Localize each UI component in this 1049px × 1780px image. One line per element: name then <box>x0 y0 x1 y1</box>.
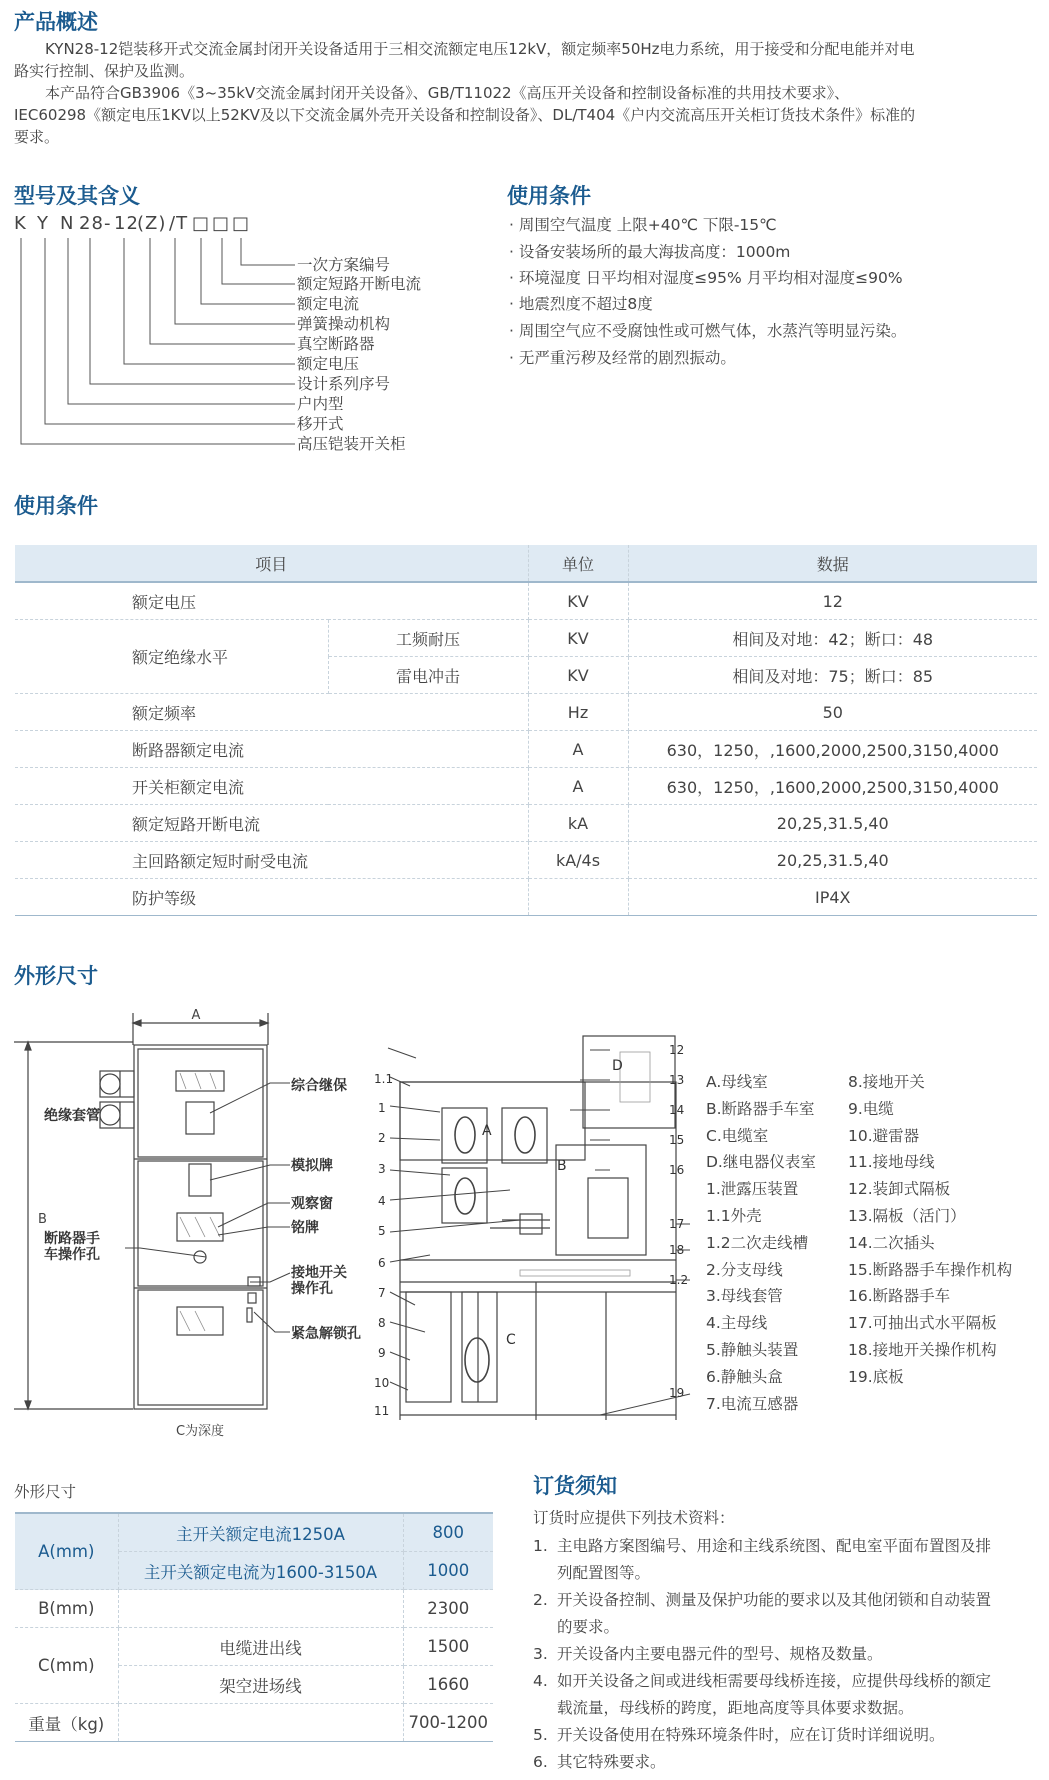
dims-cond <box>118 1704 403 1742</box>
label-mimic: 模拟牌 <box>291 1158 333 1174</box>
overview-p2-line2: IEC60298《额定电压1KV以上52KV及以下交流金属外壳开关设备和控制设备》、DL/T404《户内交流高压开关柜订货技术条件》标准的 <box>14 106 916 124</box>
order-item-line: 的要求。 <box>557 1618 620 1636</box>
model-char: /T <box>169 213 189 234</box>
model-label: 额定电压 <box>297 355 360 373</box>
legend-right <box>848 1069 1012 1391</box>
section-num: 13 <box>669 1073 685 1087</box>
label-breaker-hole-2: 车操作孔 <box>44 1247 100 1263</box>
order-item-number: 1. <box>533 1537 548 1555</box>
section-num: 12 <box>669 1043 685 1057</box>
legend-item: 19.底板 <box>848 1367 904 1386</box>
condition-item: · 设备安装场所的最大海拔高度：1000m <box>509 242 790 262</box>
overview-title: 产品概述 <box>14 10 98 34</box>
table-row <box>15 694 1037 731</box>
condition-item: · 地震烈度不超过8度 <box>509 294 653 314</box>
condition-item: · 无严重污秽及经常的剧烈振动。 <box>509 348 736 368</box>
label-breaker-hole-1: 断路器手 <box>44 1231 100 1247</box>
front-dim-a: A <box>191 1008 201 1023</box>
section-room: D <box>612 1058 623 1074</box>
legend-item: 11.接地母线 <box>848 1153 935 1172</box>
label-window: 观察窗 <box>291 1196 333 1212</box>
section-num: 3 <box>378 1162 386 1176</box>
table-row <box>15 731 1037 768</box>
model-label: 高压铠装开关柜 <box>297 435 406 453</box>
dims-cond: 架空进场线 <box>118 1666 403 1704</box>
legend-item: 15.断路器手车操作机构 <box>848 1260 1013 1279</box>
spec-unit: A <box>528 768 628 805</box>
legend-item: B.断路器手车室 <box>706 1099 815 1118</box>
order-item-line: 开关设备内主要电器元件的型号、规格及数量。 <box>557 1645 883 1663</box>
legend-item: C.电缆室 <box>706 1126 769 1145</box>
order-item-line: 如开关设备之间或进线柜需要母线桥连接，应提供母线桥的额定 <box>557 1672 992 1690</box>
table-row <box>15 768 1037 805</box>
label-earth-hole-2: 操作孔 <box>291 1281 333 1297</box>
legend-item: D.继电器仪表室 <box>706 1153 816 1172</box>
front-dim-b: B <box>38 1212 47 1227</box>
spec-value: IP4X <box>628 879 1037 916</box>
order-item-line: 列配置图等。 <box>557 1564 651 1582</box>
legend-item: 17.可抽出式水平隔板 <box>848 1314 997 1333</box>
condition-item: · 周围空气应不受腐蚀性或可燃气体，水蒸汽等明显污染。 <box>509 321 906 341</box>
legend-item: 1.2二次走线槽 <box>706 1233 809 1252</box>
model-label: 额定短路开断电流 <box>297 275 422 293</box>
spec-name: 额定绝缘水平 <box>15 620 328 694</box>
label-unlock: 紧急解锁孔 <box>291 1326 361 1342</box>
spec-subname: 雷电冲击 <box>328 657 528 694</box>
front-depth-note: C为深度 <box>175 1424 225 1439</box>
spec-name: 防护等级 <box>15 879 528 916</box>
model-char: N <box>60 213 75 234</box>
section-num: 1.2 <box>669 1273 689 1287</box>
front-view-drawing <box>0 1005 330 1445</box>
order-item-number: 4. <box>533 1672 548 1690</box>
spec-value: 20,25,31.5,40 <box>628 842 1037 879</box>
order-item-number: 6. <box>533 1753 548 1771</box>
model-label: 设计系列序号 <box>297 375 391 393</box>
legend-item: 1.1外壳 <box>706 1206 762 1225</box>
label-nameplate: 铭牌 <box>291 1220 319 1236</box>
section-num: 5 <box>378 1224 386 1238</box>
dims-value: 1500 <box>403 1628 493 1666</box>
order-item-number: 2. <box>533 1591 548 1609</box>
section-num: 1 <box>378 1101 386 1115</box>
order-intro: 订货时应提供下列技术资料： <box>533 1509 735 1527</box>
legend-item: 13.隔板（活门） <box>848 1206 966 1225</box>
spec-name: 主回路额定短时耐受电流 <box>15 842 528 879</box>
table-row <box>15 582 1037 620</box>
order-item <box>533 1749 1033 1776</box>
model-label: 额定电流 <box>297 295 360 313</box>
outline-title: 外形尺寸 <box>14 964 98 988</box>
model-label: 移开式 <box>297 415 344 433</box>
conditions-title: 使用条件 <box>507 184 591 208</box>
section-num: 19 <box>669 1386 685 1400</box>
table-row <box>15 1704 493 1742</box>
specs-title: 使用条件 <box>14 494 98 518</box>
spec-value: 相间及对地：42；断口：48 <box>628 620 1037 657</box>
section-num: 1.1 <box>374 1072 394 1086</box>
model-char: (Z) <box>137 213 167 234</box>
spec-unit: kA/4s <box>528 842 628 879</box>
spec-name: 断路器额定电流 <box>15 731 528 768</box>
model-char: 12 <box>114 213 139 234</box>
model-char: - <box>104 213 112 234</box>
legend-item: A.母线室 <box>706 1073 768 1091</box>
model-label: 一次方案编号 <box>297 256 391 274</box>
condition-item: · 环境湿度 日平均相对湿度≤95% 月平均相对湿度≤90% <box>509 268 903 288</box>
overview-text <box>14 38 1044 148</box>
overview-p1-line2: 路实行控制、保护及监测。 <box>14 62 195 80</box>
model-title: 型号及其含义 <box>14 184 140 208</box>
section-num: 15 <box>669 1133 685 1147</box>
model-label: 弹簧操动机构 <box>297 315 391 333</box>
spec-header-unit: 单位 <box>528 545 628 582</box>
dims-value: 2300 <box>403 1590 493 1628</box>
section-num: 4 <box>378 1194 386 1208</box>
section-num: 2 <box>378 1131 386 1145</box>
table-row <box>15 1628 493 1666</box>
spec-value: 相间及对地：75；断口：85 <box>628 657 1037 694</box>
model-char: □ <box>192 213 211 234</box>
table-row <box>15 805 1037 842</box>
section-num: 14 <box>669 1103 685 1117</box>
spec-value: 20,25,31.5,40 <box>628 805 1037 842</box>
order-item <box>533 1587 1033 1641</box>
spec-header-data: 数据 <box>628 545 1037 582</box>
spec-value: 12 <box>628 582 1037 620</box>
dims-caption: 外形尺寸 <box>14 1483 77 1501</box>
legend-left <box>706 1069 816 1417</box>
section-room: B <box>557 1158 567 1174</box>
overview-p2-line1: 本产品符合GB3906《3~35kV交流金属封闭开关设备》、GB/T11022《高压开关设备和控制设备标准的共用技术要求》、 <box>45 84 850 102</box>
order-item-number: 5. <box>533 1726 548 1744</box>
order-item-line: 开关设备控制、测量及保护功能的要求以及其他闭锁和自动装置 <box>557 1591 992 1609</box>
legend-item: 4.主母线 <box>706 1314 768 1333</box>
legend-item: 9.电缆 <box>848 1099 894 1118</box>
spec-subname: 工频耐压 <box>328 620 528 657</box>
order-item <box>533 1668 1033 1722</box>
dims-weight-label: 重量（kg) <box>15 1704 118 1742</box>
section-num: 7 <box>378 1286 386 1300</box>
model-label: 户内型 <box>297 395 344 413</box>
label-relay: 综合继保 <box>291 1078 347 1094</box>
overview-p1-line1: KYN28-12铠装移开式交流金属封闭开关设备适用于三相交流额定电压12kV，额定频率50Hz电力系统，用于接受和分配电能并对电 <box>45 40 915 58</box>
spec-name: 额定频率 <box>15 694 528 731</box>
spec-value: 630，1250，,1600,2000,2500,3150,4000 <box>628 731 1037 768</box>
legend-item: 14.二次插头 <box>848 1233 935 1252</box>
dims-value: 1000 <box>403 1552 493 1590</box>
spec-unit: KV <box>528 657 628 694</box>
order-item-line: 开关设备使用在特殊环境条件时，应在订货时详细说明。 <box>557 1726 945 1744</box>
order-item-line: 主电路方案图编号、用途和主线系统图、配电室平面布置图及排 <box>557 1537 992 1555</box>
order-item-line: 其它特殊要求。 <box>557 1753 666 1771</box>
spec-name: 额定短路开断电流 <box>15 805 528 842</box>
label-earth-hole-1: 接地开关 <box>291 1265 347 1281</box>
model-char: 28 <box>79 213 104 234</box>
legend-item: 5.静触头装置 <box>706 1340 799 1359</box>
legend-item: 8.接地开关 <box>848 1073 925 1091</box>
dims-cond: 主开关额定电流为1600-3150A <box>118 1552 403 1590</box>
order-title: 订货须知 <box>533 1474 617 1498</box>
dims-value: 800 <box>403 1513 493 1552</box>
order-item-line: 载流量，母线桥的跨度，距地高度等具体要求数据。 <box>557 1699 914 1717</box>
legend-item: 18.接地开关操作机构 <box>848 1340 997 1359</box>
section-num: 16 <box>669 1163 685 1177</box>
spec-unit <box>528 879 628 916</box>
order-item <box>533 1533 1033 1587</box>
spec-name: 额定电压 <box>15 582 528 620</box>
table-row <box>15 620 1037 657</box>
legend-item: 2.分支母线 <box>706 1260 783 1279</box>
spec-table <box>15 545 1037 916</box>
section-num: 11 <box>374 1404 390 1418</box>
model-char: □ <box>212 213 231 234</box>
model-char: Y <box>37 213 49 234</box>
spec-value: 50 <box>628 694 1037 731</box>
spec-value: 630，1250，,1600,2000,2500,3150,4000 <box>628 768 1037 805</box>
legend-item: 10.避雷器 <box>848 1126 920 1145</box>
spec-unit: kA <box>528 805 628 842</box>
legend-item: 3.母线套管 <box>706 1287 783 1306</box>
model-code <box>14 213 254 237</box>
dims-value: 700-1200 <box>403 1704 493 1742</box>
dims-cond: 电缆进出线 <box>118 1628 403 1666</box>
dims-b-label: B(mm) <box>15 1590 118 1628</box>
table-row <box>15 842 1037 879</box>
spec-unit: KV <box>528 620 628 657</box>
section-num: 10 <box>374 1376 390 1390</box>
section-num: 9 <box>378 1346 386 1360</box>
legend-item: 6.静触头盒 <box>706 1367 783 1386</box>
legend-item: 12.装卸式隔板 <box>848 1180 951 1199</box>
order-item <box>533 1641 1033 1668</box>
model-char: □ <box>232 213 251 234</box>
spec-header-row <box>15 545 1037 582</box>
section-room: C <box>506 1332 516 1348</box>
condition-item: · 周围空气温度 上限+40℃ 下限-15℃ <box>509 215 777 235</box>
model-label: 真空断路器 <box>297 335 375 353</box>
table-row <box>15 1513 493 1552</box>
section-view-drawing <box>370 1030 700 1420</box>
order-item <box>533 1722 1033 1749</box>
legend-item: 16.断路器手车 <box>848 1287 951 1306</box>
dims-cond: 主开关额定电流1250A <box>118 1513 403 1552</box>
order-item-number: 3. <box>533 1645 548 1663</box>
model-char: K <box>14 213 27 234</box>
section-num: 18 <box>669 1243 685 1257</box>
label-bushing: 绝缘套管 <box>44 1108 100 1124</box>
spec-name: 开关柜额定电流 <box>15 768 528 805</box>
legend-item: 7.电流互感器 <box>706 1394 799 1413</box>
section-num: 17 <box>669 1217 685 1231</box>
dims-value: 1660 <box>403 1666 493 1704</box>
dims-table <box>15 1512 493 1742</box>
dims-cond <box>118 1590 403 1628</box>
spec-unit: A <box>528 731 628 768</box>
table-row <box>15 1590 493 1628</box>
dims-c-label: C(mm) <box>15 1628 118 1704</box>
model-leader-lines <box>0 236 300 456</box>
table-row <box>15 879 1037 916</box>
spec-unit: KV <box>528 582 628 620</box>
dims-a-label: A(mm) <box>15 1513 118 1590</box>
section-num: 8 <box>378 1316 386 1330</box>
section-num: 6 <box>378 1256 386 1270</box>
section-room: A <box>482 1123 492 1139</box>
spec-header-item: 项目 <box>15 545 528 582</box>
legend-item: 1.泄露压装置 <box>706 1180 799 1199</box>
overview-p2-line3: 要求。 <box>14 128 60 146</box>
spec-unit: Hz <box>528 694 628 731</box>
